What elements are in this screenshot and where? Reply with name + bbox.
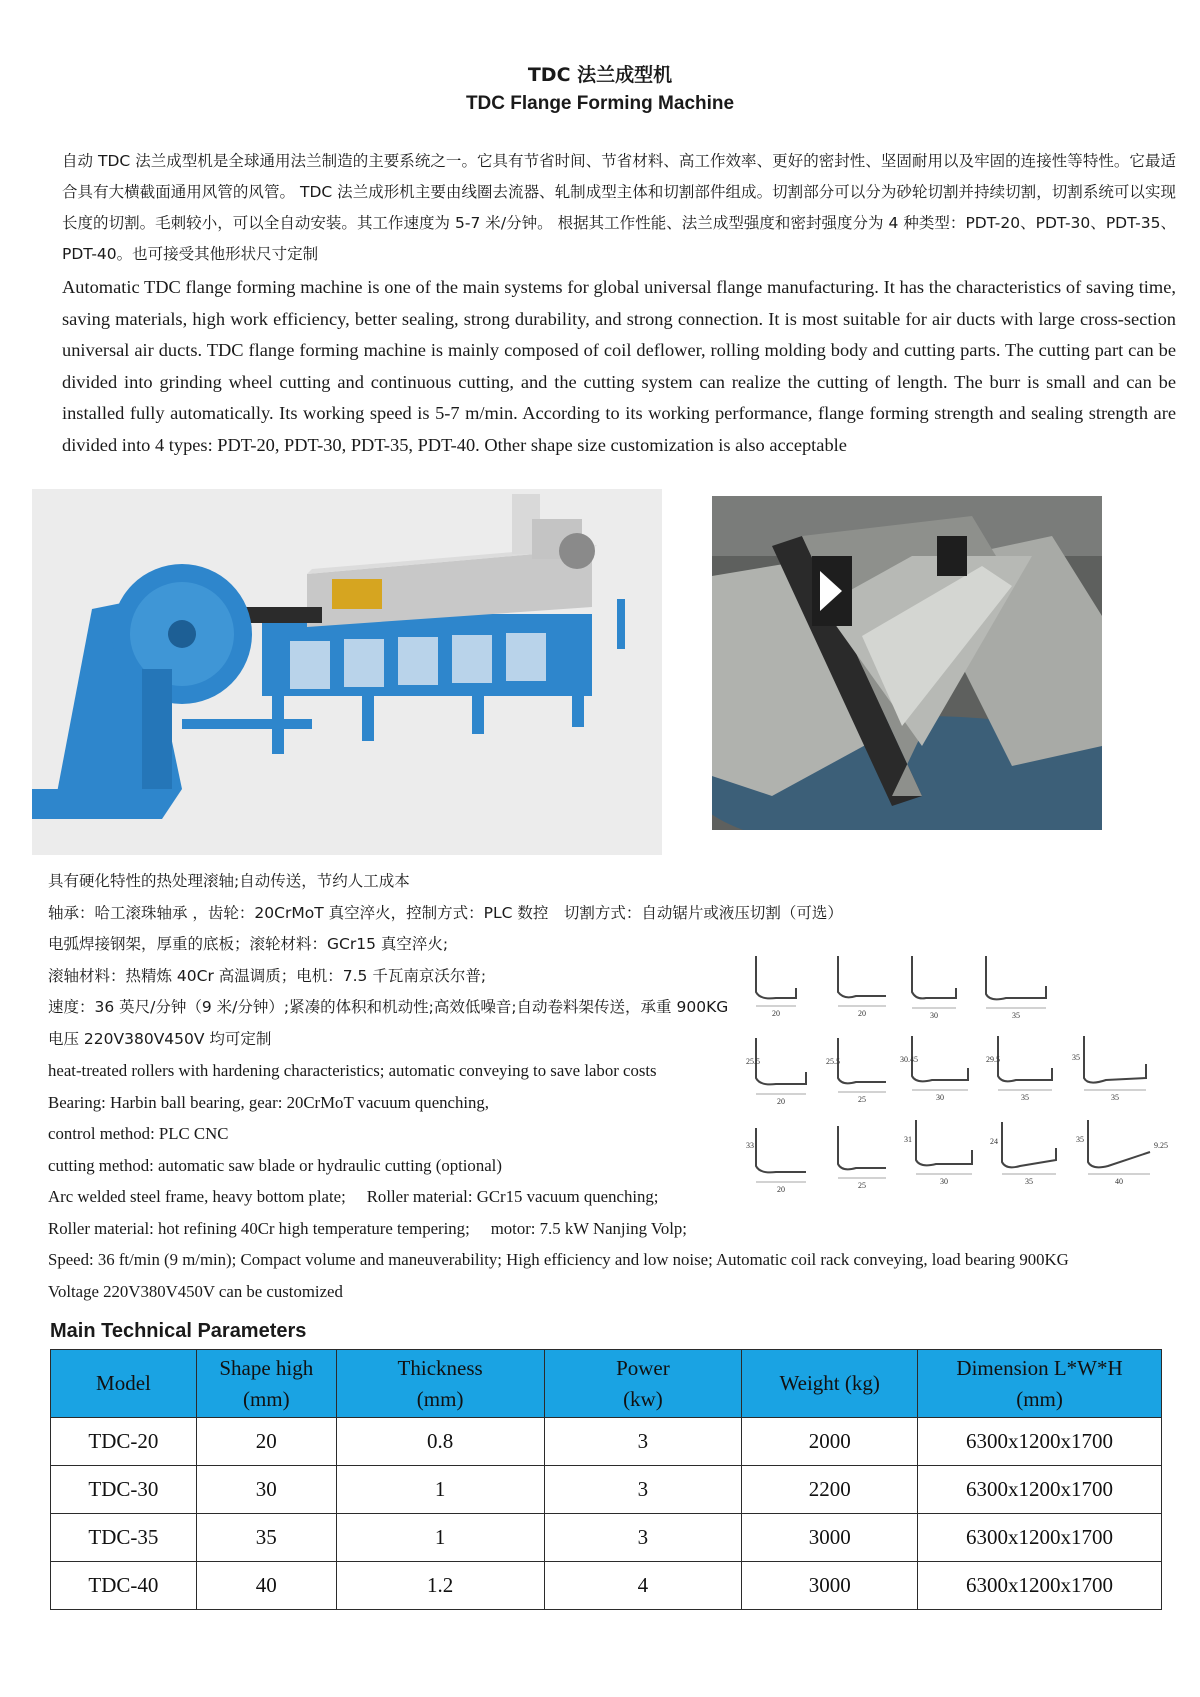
cell-power: 3: [544, 1514, 742, 1562]
cell-dimension: 6300x1200x1700: [918, 1562, 1162, 1610]
feature-en-8: Voltage 220V380V450V can be customized: [48, 1281, 343, 1301]
feature-en-4: cutting method: automatic saw blade or hydraulic cutting (optional): [48, 1155, 502, 1175]
cell-model: TDC-40: [51, 1562, 197, 1610]
table-row: [51, 1466, 1162, 1514]
machine-photo: [32, 489, 662, 855]
feature-en-1: heat-treated rollers with hardening characteristics; automatic conveying to save labor costs: [48, 1061, 657, 1080]
profile-dim-r2-5: 35: [1111, 1093, 1119, 1102]
profile-side-label-5: 35: [1072, 1053, 1080, 1062]
feature-cn-4: 滚轴材料：热精炼 40Cr 高温调质；电机：7.5 千瓦南京沃尔普;: [48, 966, 487, 985]
page-title-en: TDC Flange Forming Machine: [465, 93, 735, 114]
profile-side-label-8: 24: [990, 1137, 998, 1146]
profile-dim-r2-2: 25: [858, 1095, 866, 1104]
cell-shape-high: 20: [196, 1418, 336, 1466]
table-header-row: [51, 1350, 1162, 1418]
feature-en-7: Speed: 36 ft/min (9 m/min); Compact volume and maneuverability; High efficiency and low noise; Automatic coil rack conveying, load bearing 900KG: [48, 1250, 1069, 1269]
page-title-cn: TDC 法兰成型机: [527, 64, 673, 86]
profile-dim-r2-3: 30: [936, 1093, 944, 1102]
flange-profile-drawings: [746, 952, 1176, 1214]
intro-paragraph-en: Automatic TDC flange forming machine is one of the main systems for global universal flange manufacturing. It has the characteristics of saving time, saving materials, high work efficiency, better sealing, strong durability, and strong connection. It is most suitable for air ducts with large cross-section universal air ducts. TDC flange forming machine is mainly composed of coil deflower, rolling molding body and cutting parts. The cutting part can be divided into grinding wheel cutting and continuous cutting, and the cutting system can realize the cutting of length. The burr is small and can be installed fully automatically. Its working speed is 5-7 m/min. According to its working performance, flange forming strength and sealing strength are divided into 4 types: PDT-20, PDT-30, PDT-35, PDT-40. Other shape size customization is also acceptable: [62, 277, 1176, 455]
cell-model: TDC-35: [51, 1514, 197, 1562]
cell-shape-high: 40: [196, 1562, 336, 1610]
cell-shape-high: 35: [196, 1514, 336, 1562]
intro-paragraph-cn: 自动 TDC 法兰成型机是全球通用法兰制造的主要系统之一。它具有节省时间、节省材料、高工作效率、更好的密封性、坚固耐用以及牢固的连接性等特性。它最适合具有大横截面通用风管的风管。 TDC 法兰成形机主要由线圈去流器、轧制成型主体和切割部件组成。切割部分可以分为砂轮切割并持续切割，切割系统可以实现长度的切割。毛刺较小，可以全自动安装。其工作速度为 5-7 米/分钟。 根据其工作性能、法兰成型强度和密封强度分为 4 种类型：PDT-20、PDT-30、PDT-35、PDT-40。也可接受其他形状尺寸定制: [62, 152, 1176, 263]
feature-cn-1: 具有硬化特性的热处理滚轴;自动传送，节约人工成本: [48, 872, 410, 890]
params-heading: Main Technical Parameters: [50, 1320, 307, 1342]
profile-dim-r3-3: 30: [940, 1177, 948, 1186]
feature-cn-6: 电压 220V380V450V 均可定制: [48, 1029, 272, 1048]
feature-en-3: control method: PLC CNC: [48, 1124, 229, 1143]
cell-shape-high: 30: [196, 1466, 336, 1514]
profile-dim-r1-4: 35: [1012, 1011, 1020, 1020]
profile-side-label-4: 29.5: [986, 1055, 1000, 1064]
feature-cn-2: 轴承：哈工滚珠轴承 ，齿轮：20CrMoT 真空淬火，控制方式：PLC 数控 切割方式：自动锯片或液压切割（可选）: [48, 903, 843, 922]
cell-dimension: 6300x1200x1700: [918, 1514, 1162, 1562]
profile-dim-r3-4: 35: [1025, 1177, 1033, 1186]
cell-weight: 2000: [742, 1418, 918, 1466]
profile-dim-r2-1: 20: [777, 1097, 785, 1106]
col-header-model: Model: [51, 1350, 197, 1418]
col-header-weight: Weight (kg): [742, 1350, 918, 1418]
profile-dim-r2-4: 35: [1021, 1093, 1029, 1102]
col-header-shape-high: Shape high (mm): [196, 1350, 336, 1418]
col-header-power: Power (kw): [544, 1350, 742, 1418]
profile-dim-r3-5: 40: [1115, 1177, 1123, 1186]
profile-side-label-1: 25.5: [746, 1057, 760, 1066]
cell-weight: 3000: [742, 1514, 918, 1562]
cell-weight: 2200: [742, 1466, 918, 1514]
table-row: [51, 1562, 1162, 1610]
feature-cn-5: 速度：36 英尺/分钟（9 米/分钟）;紧凑的体积和机动性;高效低噪音;自动卷料架传送，承重 900KG: [48, 998, 729, 1016]
cell-dimension: 6300x1200x1700: [918, 1466, 1162, 1514]
profile-dim-r1-3: 30: [930, 1011, 938, 1020]
profile-side-label-3: 30.45: [900, 1055, 918, 1064]
cell-power: 3: [544, 1466, 742, 1514]
cell-model: TDC-20: [51, 1418, 197, 1466]
cell-dimension: 6300x1200x1700: [918, 1418, 1162, 1466]
profile-dim-r3-2: 25: [858, 1181, 866, 1190]
profile-dim-r1-2: 20: [858, 1009, 866, 1018]
col-header-dimension: Dimension L*W*H (mm): [918, 1350, 1162, 1418]
cell-thickness: 1.2: [336, 1562, 544, 1610]
profile-side-label-7: 31: [904, 1135, 912, 1144]
col-header-thickness: Thickness (mm): [336, 1350, 544, 1418]
feature-en-5: Arc welded steel frame, heavy bottom plate; Roller material: GCr15 vacuum quenching;: [48, 1187, 659, 1206]
cell-thickness: 1: [336, 1466, 544, 1514]
cell-thickness: 0.8: [336, 1418, 544, 1466]
feature-cn-3: 电弧焊接钢架，厚重的底板；滚轮材料：GCr15 真空淬火;: [48, 935, 449, 953]
profile-dim-r3-1: 20: [777, 1185, 785, 1194]
cell-thickness: 1: [336, 1514, 544, 1562]
cell-model: TDC-30: [51, 1466, 197, 1514]
technical-parameters-table: [50, 1349, 1162, 1610]
profile-dim-r1-1: 20: [772, 1009, 780, 1018]
profile-side-label-6: 33: [746, 1141, 754, 1150]
flange-detail-photo: [712, 496, 1102, 830]
profile-side-label-9: 35: [1076, 1135, 1084, 1144]
table-row: [51, 1514, 1162, 1562]
cell-power: 3: [544, 1418, 742, 1466]
table-row: [51, 1418, 1162, 1466]
cell-power: 4: [544, 1562, 742, 1610]
profile-side-label-10: 9.25: [1154, 1141, 1168, 1150]
feature-en-6: Roller material: hot refining 40Cr high temperature tempering; motor: 7.5 kW Nanjing Volp;: [48, 1218, 687, 1238]
cell-weight: 3000: [742, 1562, 918, 1610]
feature-en-2: Bearing: Harbin ball bearing, gear: 20CrMoT vacuum quenching,: [48, 1092, 490, 1112]
profile-side-label-2: 25.5: [826, 1057, 840, 1066]
